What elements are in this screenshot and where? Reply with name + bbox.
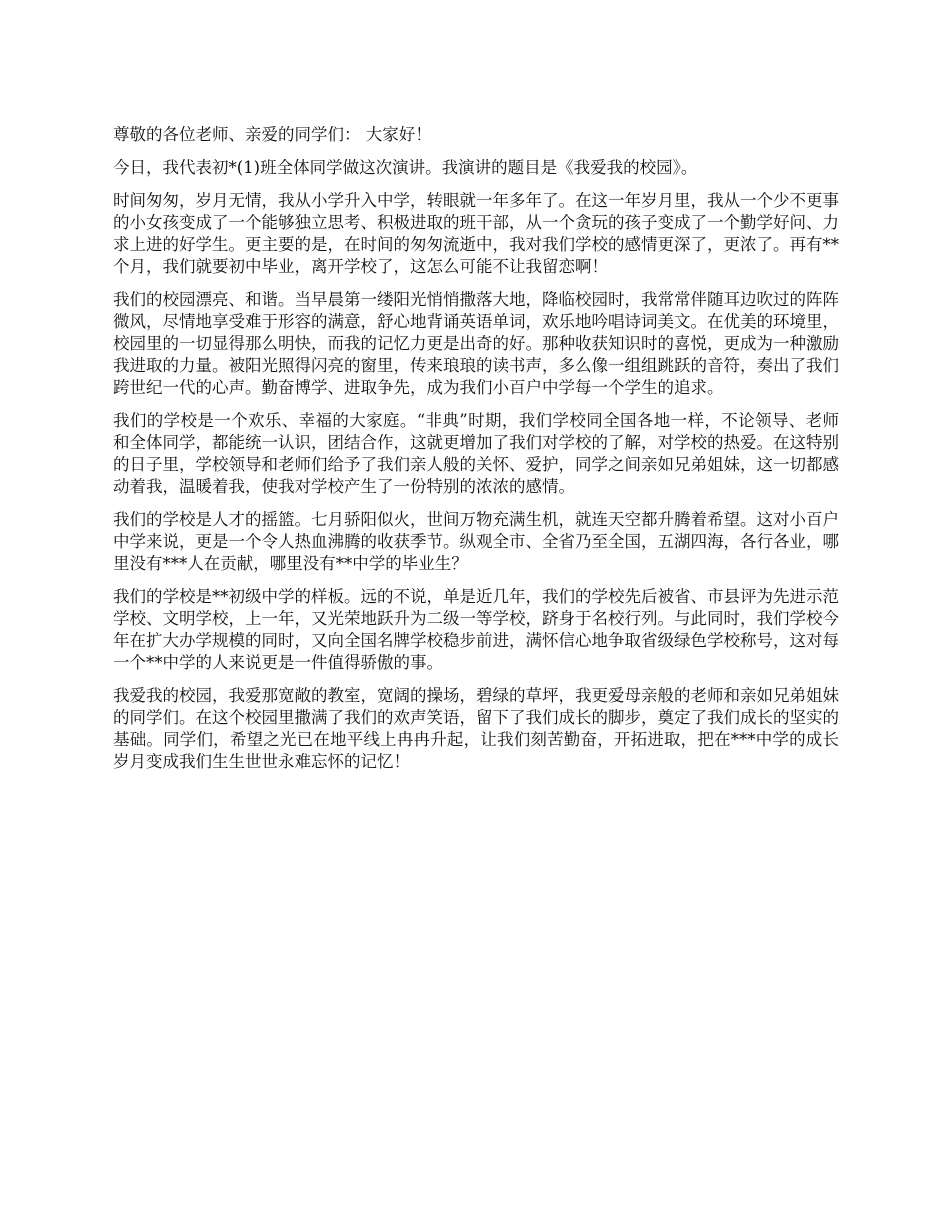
greeting-paragraph: 尊敬的各位老师、亲爱的同学们： 大家好！ bbox=[113, 125, 432, 144]
body-paragraph: 我们的校园漂亮、和谐。当早晨第一缕阳光悄悄撒落大地，降临校园时，我常常伴随耳边吹过的阵阵微风，尽情地享受难于形容的满意，舒心地背诵英语单词，欢乐地吟唱诗词美文。在优美的环境里，校园里的一切显得那么明快，而我的记忆力更是出奇的好。那种收获知识时的喜悦，更成为一种激励我进取的力量。被阳光照得闪亮的窗里，传来琅琅的读书声，多么像一组组跳跃的音符，奏出了我们跨世纪一代的心声。勤奋博学、进取争先，成为我们小百户中学每一个学生的追求。 bbox=[113, 290, 839, 397]
body-paragraph: 我们的学校是一个欢乐、幸福的大家庭。“非典”时期，我们学校同全国各地一样，不论领导、老师和全体同学，都能统一认识，团结合作，这就更增加了我们对学校的了解，对学校的热爱。在这特别的日子里，学校领导和老师们给予了我们亲人般的关怀、爱护，同学之间亲如兄弟姐妹，这一切都感动着我，温暖着我，使我对学校产生了一份特别的浓浓的感情。 bbox=[113, 411, 839, 496]
document-body bbox=[113, 124, 839, 784]
body-paragraph: 我们的学校是**初级中学的样板。远的不说，单是近几年，我们的学校先后被省、市县评为先进示范学校、文明学校，上一年，又光荣地跃升为二级一等学校，跻身于名校行列。与此同时，我们学校今年在扩大办学规模的同时，又向全国名牌学校稳步前进，满怀信心地争取省级绿色学校称号，这对每一个**中学的人来说更是一件值得骄傲的事。 bbox=[113, 587, 839, 672]
intro-paragraph: 今日，我代表初*(1)班全体同学做这次演讲。我演讲的题目是《我爱我的校园》。 bbox=[113, 158, 698, 177]
body-paragraph: 我们的学校是人才的摇篮。七月骄阳似火，世间万物充满生机，就连天空都升腾着希望。这对小百户中学来说，更是一个令人热血沸腾的收获季节。纵观全市、全省乃至全国，五湖四海，各行各业，哪里没有***人在贡献，哪里没有**中学的毕业生？ bbox=[113, 510, 839, 573]
closing-paragraph: 我爱我的校园，我爱那宽敞的教室，宽阔的操场，碧绿的草坪，我更爱母亲般的老师和亲如兄弟姐妹的同学们。在这个校园里撒满了我们的欢声笑语，留下了我们成长的脚步，奠定了我们成长的坚实的基础。同学们，希望之光已在地平线上冉冉升起，让我们刻苦勤奋，开拓进取，把在***中学的成长岁月变成我们生生世世永难忘怀的记忆！ bbox=[113, 686, 839, 771]
body-paragraph: 时间匆匆，岁月无情，我从小学升入中学，转眼就一年多年了。在这一年岁月里，我从一个少不更事的小女孩变成了一个能够独立思考、积极进取的班干部，从一个贪玩的孩子变成了一个勤学好问、力求上进的好学生。更主要的是，在时间的匆匆流逝中，我对我们学校的感情更深了，更浓了。再有**个月，我们就要初中毕业，离开学校了，这怎么可能不让我留恋啊！ bbox=[113, 191, 839, 276]
